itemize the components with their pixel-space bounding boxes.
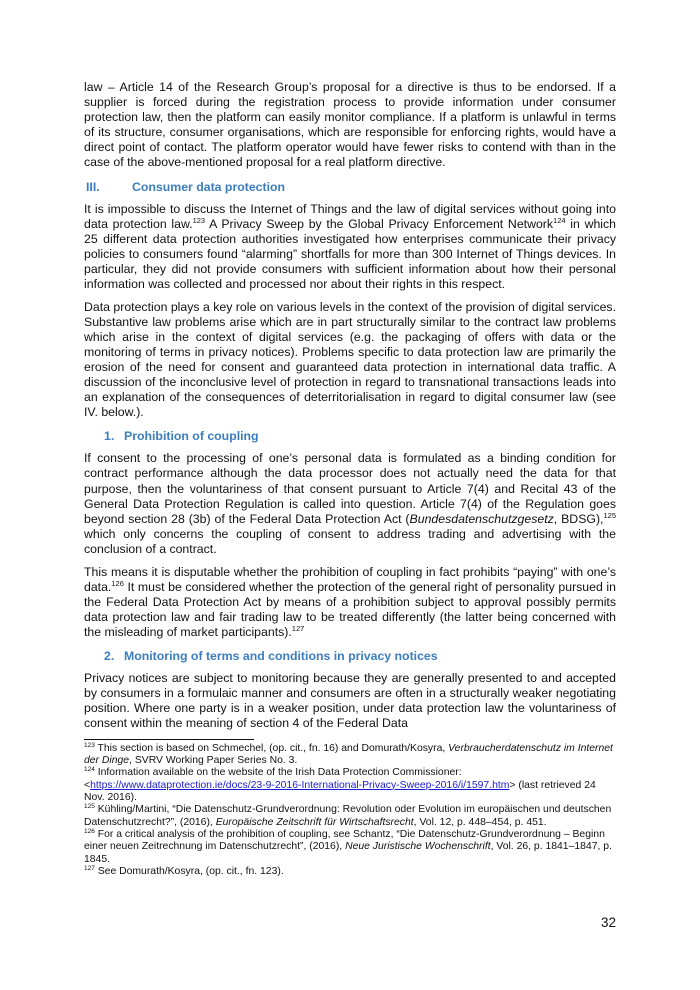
footnote-ref-127[interactable]: 127 (291, 623, 305, 633)
subsection-number: 1. (104, 429, 115, 444)
section-title: Consumer data protection (132, 179, 286, 194)
privacy-sweep-link[interactable]: https://www.dataprotection.ie/docs/23-9-2016-International-Privacy-Sweep-2016/i/1597.htm (90, 779, 510, 791)
section-heading-consumer-data-protection (84, 180, 616, 195)
subsection-heading-monitoring-privacy-notices (104, 649, 616, 664)
subsection-title: Monitoring of terms and conditions in privacy notices (124, 649, 438, 663)
footnote-126: $^{126}$ For a critical analysis of the prohibition of coupling, see Schantz, “Die Datenschutz-Grundverordnung – Beginn einer neuen Zeitrechnung im Datenschutzrecht”, (2016), Neue Juristische Wochenschrift, Vol. 26, p. 1841–1847, p. 1845. (84, 827, 612, 865)
footnote-divider (84, 739, 254, 740)
footnote-ref-124[interactable]: 124 (553, 215, 566, 225)
subsection-title: Prohibition of coupling (124, 429, 259, 444)
footnote-ref-126[interactable]: 126 (111, 578, 124, 588)
footnote-127: $^{127}$ See Domurath/Kosyra, (op. cit., fn. 123). (84, 864, 284, 877)
footnote-ref-125[interactable]: 125 (603, 510, 616, 520)
page-content (84, 80, 616, 878)
paragraph-data-protection-role: Data protection plays a key role on various levels in the context of the provision of digital services. Substantive law problems arise which are in part structurally similar to the contract law problems which arise in the context of digital services (e.g. the packaging of offers with data or the monitoring of terms in privacy notices). Problems specific to data protection law are primarily the erosion of the need for consent and guaranteed data protection in international data traffic. A discussion of the inconclusive level of protection in regard to transnational transactions leads into an explanation of the consequences of deterritorialisation in regard to digital consumer law (see IV. below.). (84, 299, 616, 420)
section-number: III. (86, 179, 100, 194)
paragraph-privacy-notices: Privacy notices are subject to monitoring because they are generally presented to and accepted by consumers in a formulaic manner and consumers are often in a structurally weaker negotiating position. Where one party is in a weaker position, under data protection law the voluntariness of consent within the meaning of section 4 of the Federal Data (84, 671, 616, 731)
subsection-number: 2. (104, 649, 115, 663)
paragraph-consent-coupling: If consent to the processing of one’s personal data is formulated as a binding condition for contract performance although the data processor does not actually need the data for that purpose, then the voluntariness of that consent pursuant to Article 7(4) and Recital 43 of the General Data Protection Regulation is called into question. Article 7(4) of the Regulation goes beyond section 28 (3b) of the Federal Data Protection Act (Bundesdatenschutzgesetz, BDSG),$^{125}$ which only concerns the coupling of consent to address trading and advertising with the conclusion of a contract. (84, 451, 616, 556)
footnote-125: $^{125}$ Kühling/Martini, “Die Datenschutz-Grundverordnung: Revolution oder Evolution im europäischen und deutschen Datenschutzrecht?”, (2016), Europäische Zeitschrift für Wirtschaftsrecht, Vol. 12, p. 448–454, p. 451. (84, 803, 612, 828)
paragraph-paying-with-data: This means it is disputable whether the prohibition of coupling in fact prohibits “paying” with one’s data.$^{126}$ It must be considered whether the protection of the general right of personality pursued in the Federal Data Protection Act by means of a prohibition subject to approval possibly permits data protection law and fair trading law to be treated differently (the latter being concerned with the misleading of market participants).$^{127}$ (84, 564, 616, 639)
subsection-heading-prohibition-of-coupling (104, 429, 616, 444)
paragraph-platform-directive: law – Article 14 of the Research Group’s proposal for a directive is thus to be endorsed. If a supplier is forced during the registration process to provide information under consumer protection law, then the platform can easily monitor compliance. If a platform is unlawful in terms of its structure, consumer organisations, which are responsible for enforcing rights, would have a direct point of contact. The platform operator would have fewer risks to contend with than in the case of the above-mentioned proposal for a real platform directive. (84, 80, 616, 170)
footnote-124: $^{124}$ Information available on the website of the Irish Data Protection Commissioner: <https://www.dataprotection.ie/docs/23-9-2016-International-Privacy-Sweep-2016/i/1597.htm> (last retrieved 24 Nov. 2016). (84, 766, 596, 804)
footnote-ref-123[interactable]: 123 (192, 215, 206, 225)
page-number: 32 (600, 915, 616, 930)
paragraph-internet-of-things: It is impossible to discuss the Internet of Things and the law of digital services without going into data protection law.$^{123}$ A Privacy Sweep by the Global Privacy Enforcement Network$^{124}$ in which 25 different data protection authorities investigated how enterprises communicate their privacy policies to consumers found “alarming” shortfalls for more than 300 Internet of Things devices. In particular, they did not provide consumers with sufficient information about how their personal information was collected and processed nor about their rights in this respect. (84, 201, 617, 292)
footnote-123: $^{123}$ This section is based on Schmechel, (op. cit., fn. 16) and Domurath/Kosyra, Verbraucherdatenschutz im Internet der Dinge, SVRV Working Paper Series No. 3. (84, 741, 613, 767)
